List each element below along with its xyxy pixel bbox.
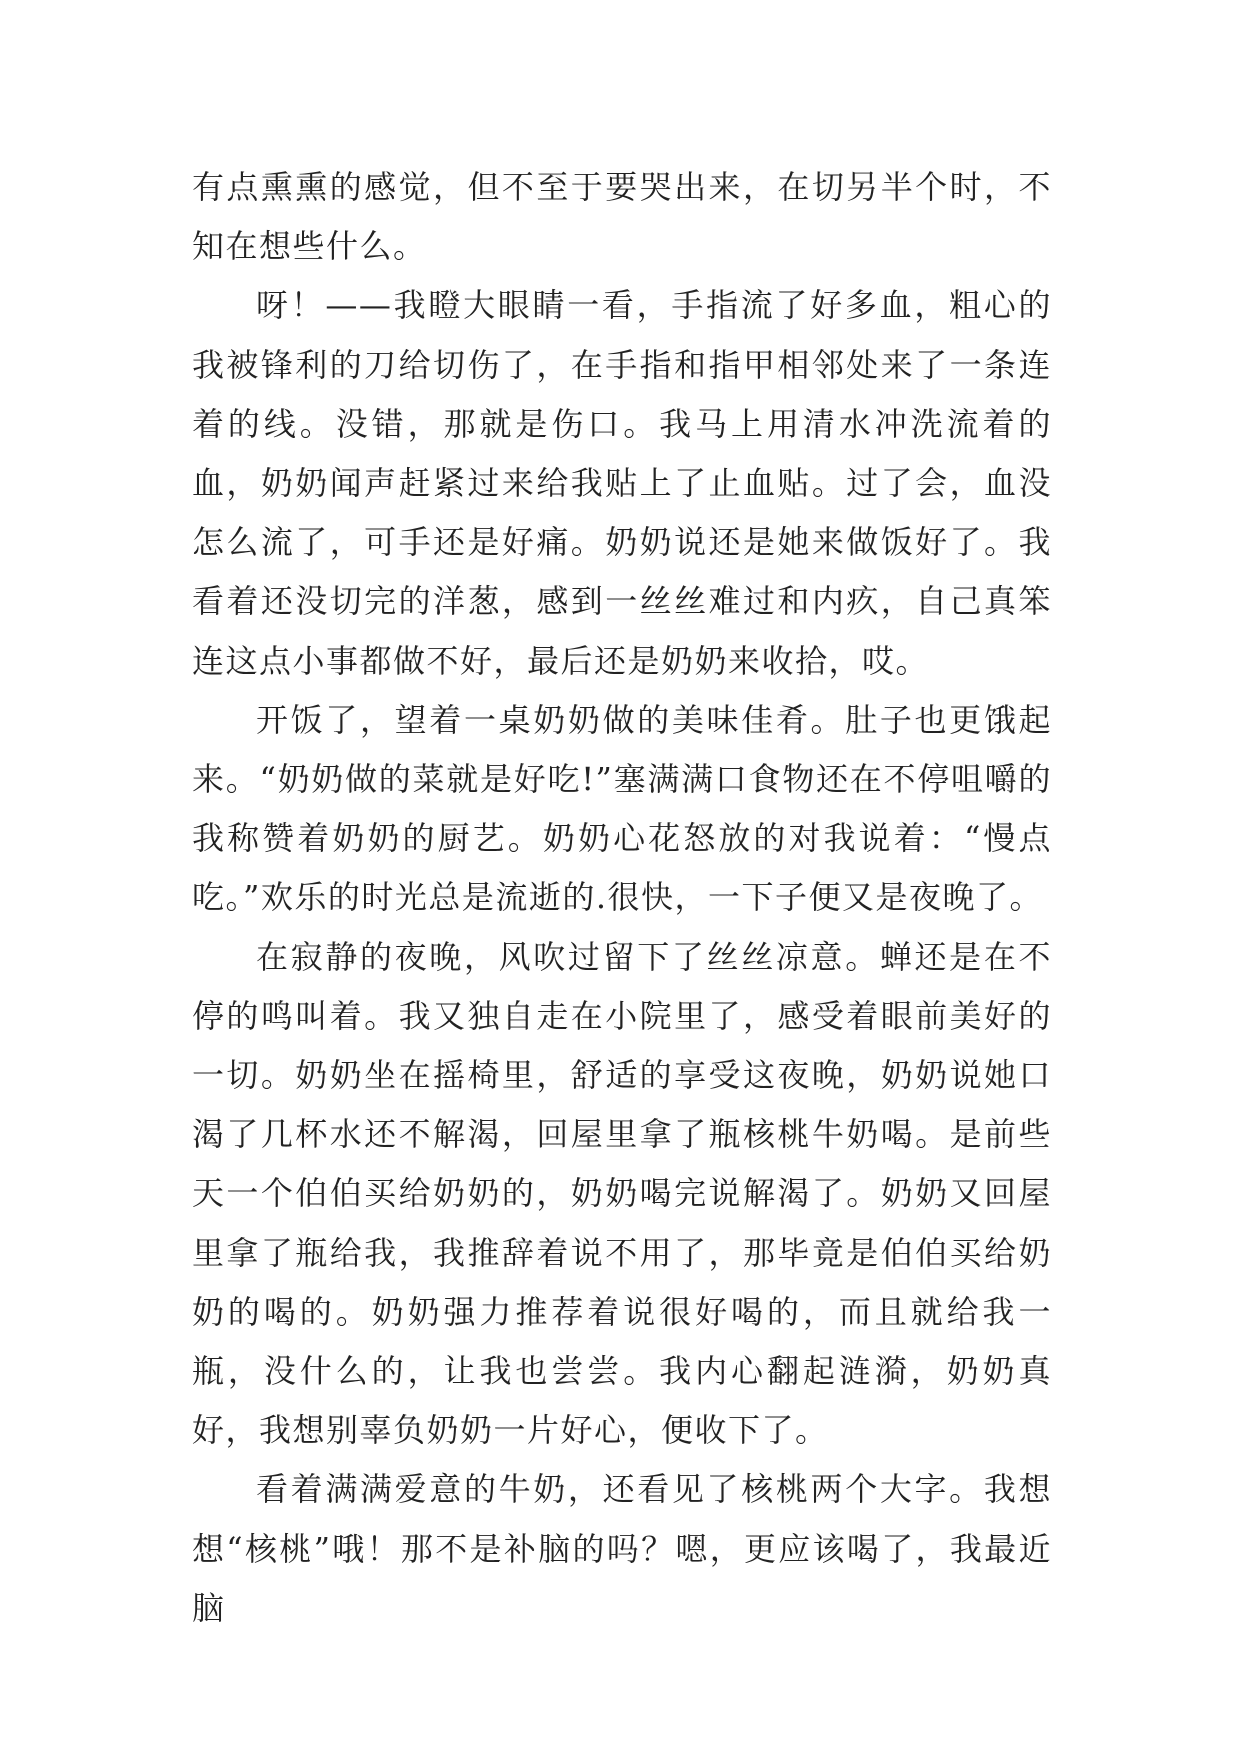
document-body	[192, 158, 1052, 1638]
paragraph-5: 看着满满爱意的牛奶，还看见了核桃两个大字。我想想“核桃”哦！那不是补脑的吗？嗯，更应该喝了，我最近脑	[192, 1470, 1052, 1627]
paragraph-2: 呀！——我瞪大眼睛一看，手指流了好多血，粗心的我被锋利的刀给切伤了，在手指和指甲相邻处来了一条连着的线。没错，那就是伤口。我马上用清水冲洗流着的血，奶奶闻声赶紧过来给我贴上了止血贴。过了会，血没怎么流了，可手还是好痛。奶奶说还是她来做饭好了。我看着还没切完的洋葱，感到一丝丝难过和内疚，自己真笨连这点小事都做不好，最后还是奶奶来收拾，哎。	[192, 286, 1052, 680]
paragraph-3: 开饭了，望着一桌奶奶做的美味佳肴。肚子也更饿起来。“奶奶做的菜就是好吃!”塞满满口食物还在不停咀嚼的我称赞着奶奶的厨艺。奶奶心花怒放的对我说着：“慢点吃。”欢乐的时光总是流逝的.很快，一下子便又是夜晚了。	[192, 700, 1052, 917]
paragraph-1: 有点熏熏的感觉，但不至于要哭出来，在切另半个时，不知在想些什么。	[192, 168, 1052, 266]
paragraph-4: 在寂静的夜晚，风吹过留下了丝丝凉意。蝉还是在不停的鸣叫着。我又独自走在小院里了，感受着眼前美好的一切。奶奶坐在摇椅里，舒适的享受这夜晚，奶奶说她口渴了几杯水还不解渴，回屋里拿了瓶核桃牛奶喝。是前些天一个伯伯买给奶奶的，奶奶喝完说解渴了。奶奶又回屋里拿了瓶给我，我推辞着说不用了，那毕竟是伯伯买给奶奶的喝的。奶奶强力推荐着说很好喝的，而且就给我一瓶，没什么的，让我也尝尝。我内心翻起涟漪，奶奶真好，我想别辜负奶奶一片好心，便收下了。	[192, 937, 1052, 1450]
